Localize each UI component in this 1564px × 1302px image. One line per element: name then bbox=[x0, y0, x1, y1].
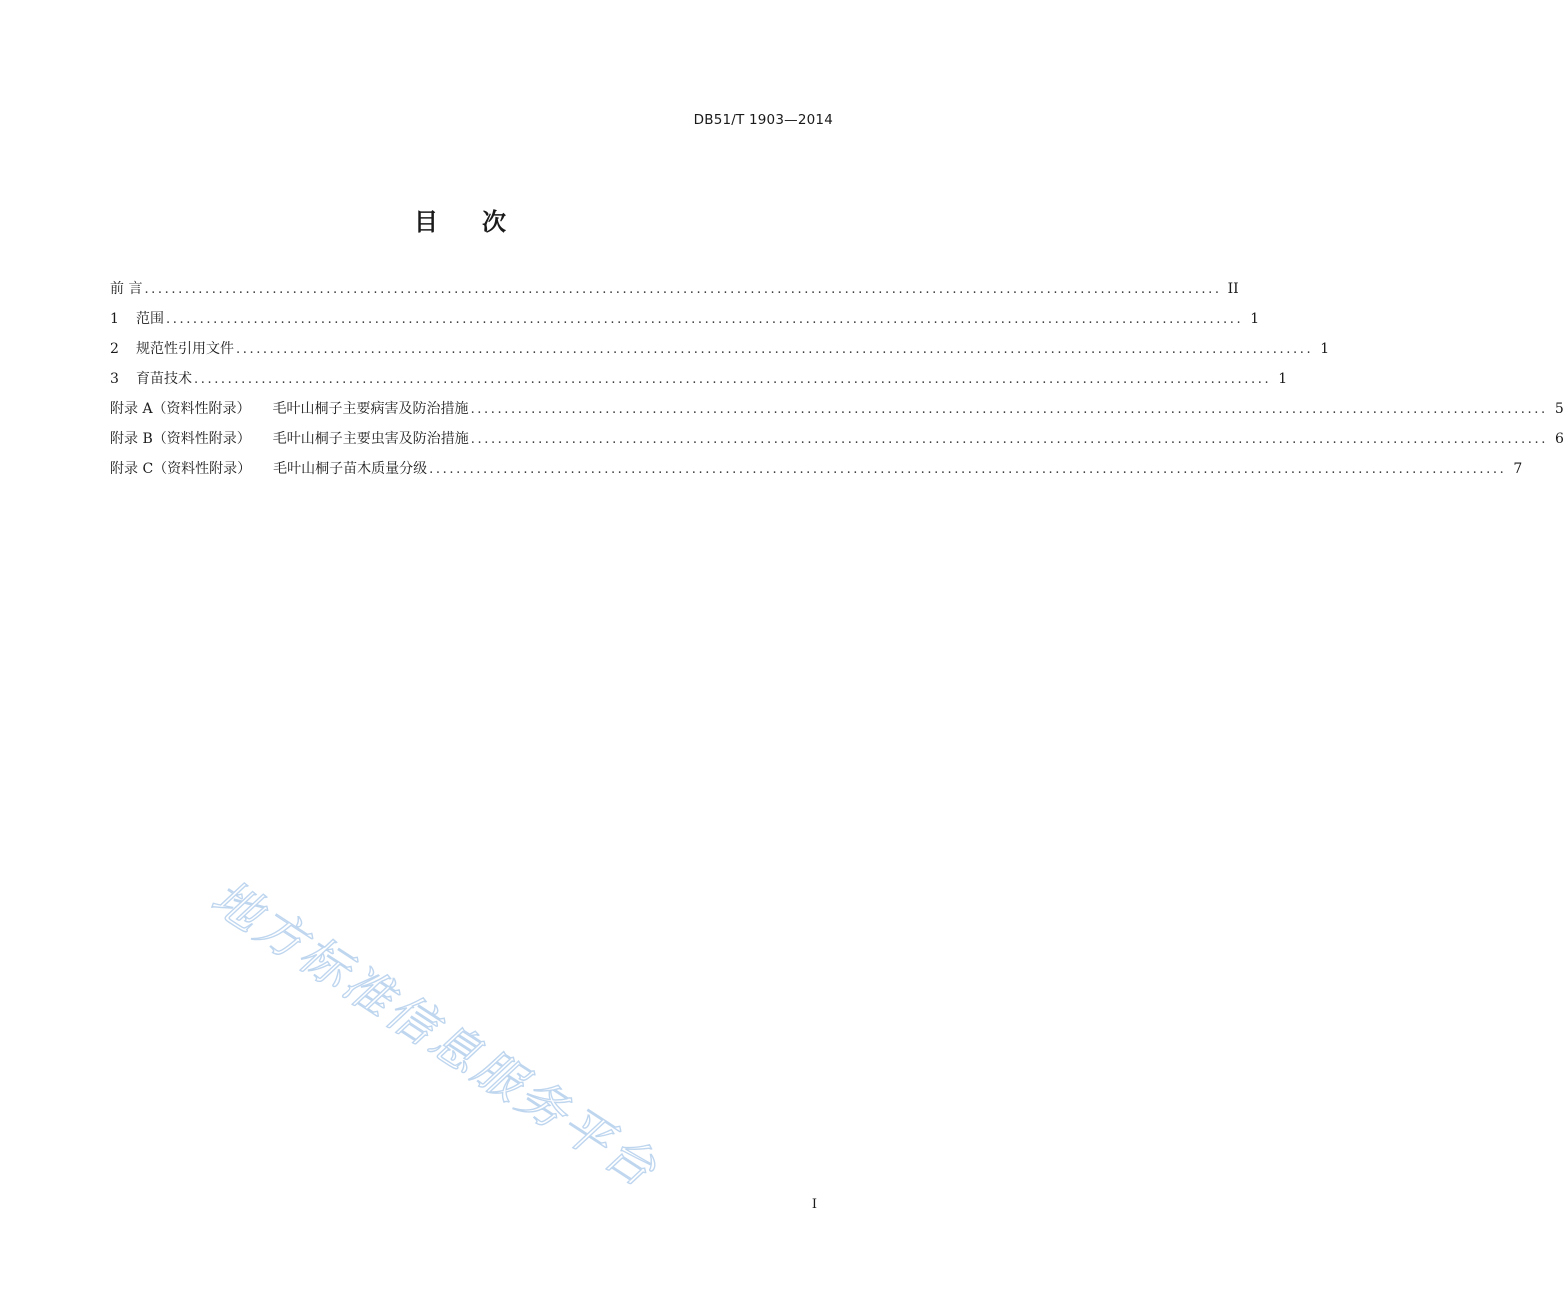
toc-leader-dots: ................................................................................................................................................................ bbox=[429, 462, 1507, 477]
page-title bbox=[0, 202, 920, 237]
toc-entry-page: 5 bbox=[1554, 401, 1564, 417]
toc-leader-dots: ................................................................................................................................................................ bbox=[144, 282, 1222, 297]
watermark: 地方标准信息服务平台 bbox=[201, 869, 669, 1200]
title-char-1: 目 bbox=[414, 208, 438, 236]
toc-entry-page: 7 bbox=[1513, 461, 1523, 477]
toc-entry-page: 6 bbox=[1555, 431, 1564, 447]
toc-entry-label: 育苗技术 bbox=[136, 371, 192, 387]
toc-entry-label: 范围 bbox=[136, 311, 164, 327]
toc-appendix-heading: 附录 A（资料性附录） bbox=[110, 401, 251, 417]
toc-leader-dots: ................................................................................................................................................................ bbox=[470, 402, 1548, 417]
toc-leader-dots: ................................................................................................................................................................ bbox=[236, 342, 1314, 357]
toc-entry-label: 规范性引用文件 bbox=[136, 341, 234, 357]
toc-entry-appendix-a[interactable] bbox=[110, 398, 1564, 428]
toc-appendix-heading: 附录 C（资料性附录） bbox=[110, 461, 252, 477]
toc-entry-number: 2 bbox=[110, 341, 119, 357]
toc-appendix-heading: 附录 B（资料性附录） bbox=[110, 431, 251, 447]
toc-entry-number: 3 bbox=[110, 371, 119, 387]
toc-entry-label: 毛叶山桐子苗木质量分级 bbox=[273, 461, 428, 477]
toc-entry-label: 毛叶山桐子主要病害及防治措施 bbox=[272, 401, 469, 417]
toc-entry-label: 毛叶山桐子主要虫害及防治措施 bbox=[272, 431, 469, 447]
toc-entry-page: 1 bbox=[1278, 371, 1288, 387]
title-char-2: 次 bbox=[482, 208, 506, 236]
toc-entry-label: 前 言 bbox=[110, 281, 143, 297]
toc-entry-appendix-c[interactable] bbox=[110, 458, 1523, 488]
standard-code: DB51/T 1903—2014 bbox=[693, 112, 833, 128]
toc-entry-page: 1 bbox=[1320, 341, 1330, 357]
toc-entry-page: II bbox=[1227, 281, 1239, 297]
toc-entry-scope[interactable] bbox=[110, 308, 1260, 338]
toc-leader-dots: ................................................................................................................................................................ bbox=[194, 372, 1272, 387]
toc-entry-appendix-b[interactable] bbox=[110, 428, 1564, 458]
toc-entry-foreword[interactable] bbox=[110, 278, 1239, 308]
table-of-contents bbox=[110, 278, 1564, 488]
page-number: I bbox=[811, 1197, 817, 1212]
toc-leader-dots: ................................................................................................................................................................ bbox=[470, 432, 1548, 447]
toc-entry-normative-references[interactable] bbox=[110, 338, 1330, 368]
toc-entry-page: 1 bbox=[1250, 311, 1260, 327]
toc-entry-seedling-techniques[interactable] bbox=[110, 368, 1288, 398]
toc-entry-number: 1 bbox=[110, 311, 119, 327]
toc-leader-dots: ................................................................................................................................................................ bbox=[166, 312, 1244, 327]
